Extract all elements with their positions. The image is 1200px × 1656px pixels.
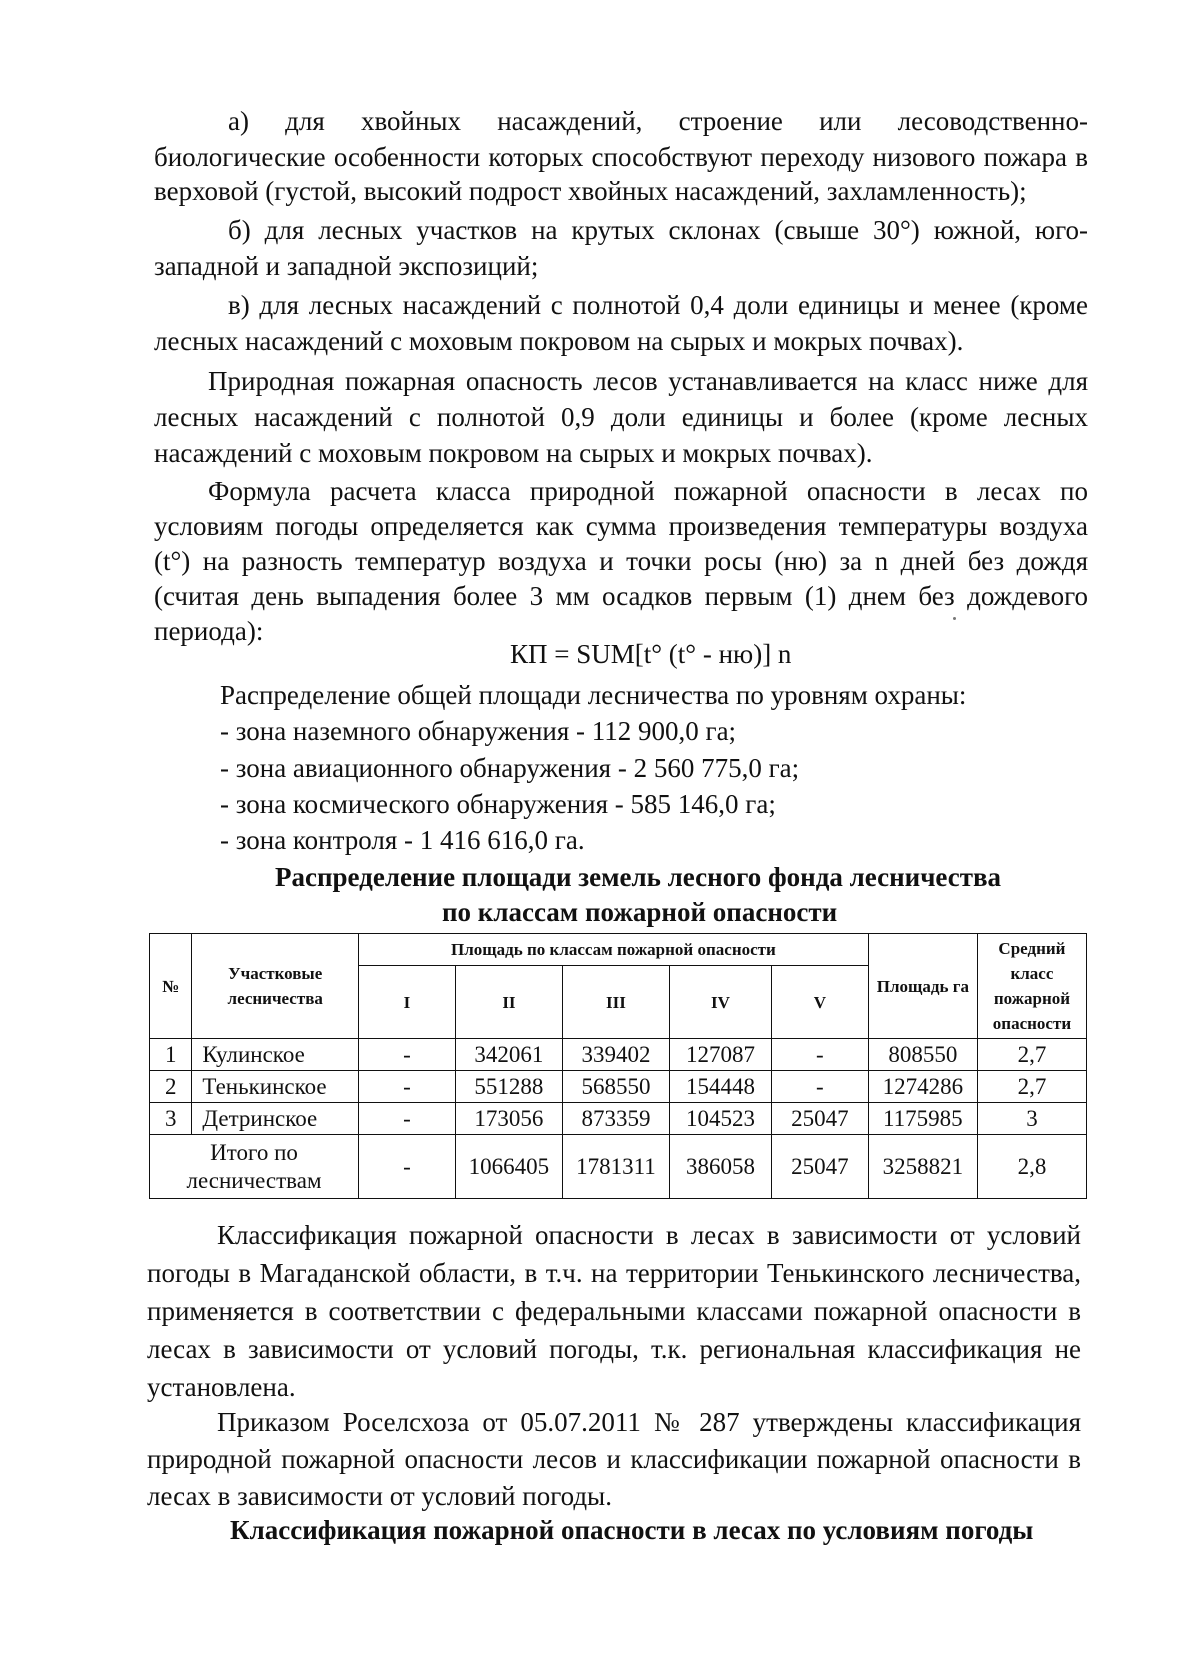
cell-avg: 3 [977, 1103, 1086, 1135]
header-avg-class: Средний класс пожарной опасности [977, 934, 1086, 1039]
zone-item: - зона космического обнаружения - 585 146,0 га; [220, 789, 776, 819]
fire-class-table [149, 933, 1087, 1199]
cell-name: Кулинское [192, 1039, 359, 1071]
cell-class-5: - [771, 1039, 868, 1071]
cell-name: Детринское [192, 1103, 359, 1135]
header-class: II [455, 966, 562, 1039]
para-b-first-line: б) для лесных участков на крутых склонах (свыше 30°) южной, юго- [228, 215, 1088, 245]
cell-class-5: - [771, 1071, 868, 1103]
cell-number: 1 [150, 1039, 192, 1071]
cell-class-4: 104523 [669, 1103, 771, 1135]
para-formula-description: Формула расчета класса природной пожарной опасности в лесах по условиям погоды определяется как сумма произведения температуры воздуха (t°) на разность температур воздуха и точки росы (ню) за n дней без дождя (считая день выпадения более 3 мм осадков первым (1) днем без дождевого периода): [154, 476, 1088, 646]
table-header-row [150, 934, 1087, 966]
table-row [150, 1071, 1087, 1103]
cell-class-2: 1066405 [455, 1135, 562, 1199]
cell-class-4: 386058 [669, 1135, 771, 1199]
cell-class-3: 1781311 [562, 1135, 669, 1199]
para-c-rest: лесных насаждений с моховым покровом на сырых и мокрых почвах). [154, 326, 964, 356]
cell-avg: 2,8 [977, 1135, 1086, 1199]
cell-number: 3 [150, 1103, 192, 1135]
cell-class-4: 127087 [669, 1039, 771, 1071]
cell-class-3: 873359 [562, 1103, 669, 1135]
section-title: Классификация пожарной опасности в лесах по условиям погоды [230, 1515, 1034, 1545]
para-a-first-line: а) для хвойных насаждений, строение или лесоводственно- [228, 106, 1088, 136]
header-class: IV [669, 966, 771, 1039]
header-class: III [562, 966, 669, 1039]
cell-class-2: 551288 [455, 1071, 562, 1103]
cell-area: 1274286 [868, 1071, 977, 1103]
cell-class-3: 339402 [562, 1039, 669, 1071]
cell-class-4: 154448 [669, 1071, 771, 1103]
cell-class-2: 342061 [455, 1039, 562, 1071]
para-classification: Классификация пожарной опасности в лесах в зависимости от условий погоды в Магаданской области, в т.ч. на территории Тенькинского лесничества, применяется в соответствии с федеральными классами пожарной опасности в лесах в зависимости от условий погоды, т.к. региональная классификация не установлена. [147, 1220, 1081, 1402]
zone-item: - зона наземного обнаружения - 112 900,0 га; [220, 716, 737, 746]
header-area-by-class: Площадь по классам пожарной опасности [359, 934, 869, 966]
table-title-line-1: Распределение площади земель лесного фонда лесничества [275, 862, 1002, 892]
para-b-rest: западной и западной экспозиций; [154, 251, 539, 281]
cell-avg: 2,7 [977, 1071, 1086, 1103]
table-row [150, 1103, 1087, 1135]
scan-speck [953, 617, 956, 620]
cell-area: 808550 [868, 1039, 977, 1071]
cell-total-name: Итого по лесничествам [150, 1135, 359, 1199]
table-row [150, 1039, 1087, 1071]
header-class: V [771, 966, 868, 1039]
cell-class-1: - [359, 1135, 456, 1199]
table-title-line-2: по классам пожарной опасности [442, 897, 838, 927]
header-name: Участковые лесничества [192, 934, 359, 1039]
cell-avg: 2,7 [977, 1039, 1086, 1071]
formula: КП = SUM[t° (t° - ню)] n [510, 639, 792, 669]
para-c-first-line: в) для лесных насаждений с полнотой 0,4 доли единицы и менее (кроме [228, 290, 1088, 320]
cell-class-1: - [359, 1071, 456, 1103]
cell-class-2: 173056 [455, 1103, 562, 1135]
para-a-rest: биологические особенности которых способствуют переходу низового пожара в верховой (густой, высокий подрост хвойных насаждений, захламленность); [154, 142, 1088, 206]
distribution-intro: Распределение общей площади лесничества по уровням охраны: [220, 680, 967, 710]
cell-class-1: - [359, 1039, 456, 1071]
zone-item: - зона авиационного обнаружения - 2 560 775,0 га; [220, 753, 800, 783]
cell-class-1: - [359, 1103, 456, 1135]
cell-name: Тенькинское [192, 1071, 359, 1103]
para-reduced-class: Природная пожарная опасность лесов устанавливается на класс ниже для лесных насаждений с полнотой 0,9 доли единицы и более (кроме лесных насаждений с моховым покровом на сырых и мокрых почвах). [154, 366, 1088, 468]
cell-number: 2 [150, 1071, 192, 1103]
cell-class-3: 568550 [562, 1071, 669, 1103]
header-area: Площадь га [868, 934, 977, 1039]
cell-class-5: 25047 [771, 1135, 868, 1199]
cell-area: 1175985 [868, 1103, 977, 1135]
para-order: Приказом Роселсхоза от 05.07.2011 № 287 утверждены классификация природной пожарной опасности лесов и классификации пожарной опасности в лесах в зависимости от условий погоды. [147, 1407, 1081, 1511]
header-class: I [359, 966, 456, 1039]
zone-item: - зона контроля - 1 416 616,0 га. [220, 825, 585, 855]
cell-area: 3258821 [868, 1135, 977, 1199]
header-number: № [150, 934, 192, 1039]
table-total-row [150, 1135, 1087, 1199]
cell-class-5: 25047 [771, 1103, 868, 1135]
